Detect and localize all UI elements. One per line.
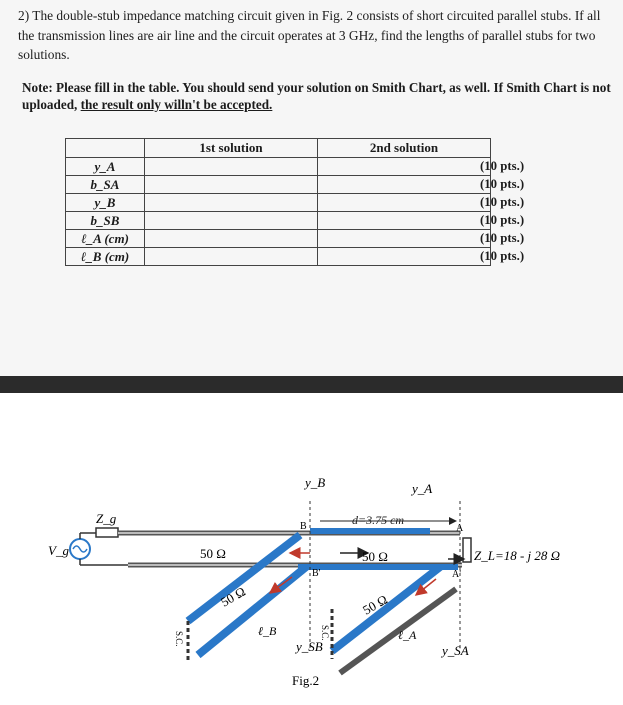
node-ap-label: A' [452, 569, 462, 580]
points-lb: (10 pts.) [480, 249, 525, 263]
points-ya: (10 pts.) [480, 159, 525, 173]
ysa-label: y_SA [442, 643, 469, 658]
answer-table [65, 138, 491, 266]
lb-label: ℓ_B [258, 624, 277, 638]
node-b-label: B [300, 521, 307, 532]
cell-bsa-2[interactable] [318, 176, 491, 194]
table-header-second: 2nd solution [318, 139, 491, 158]
cell-lb-1[interactable] [145, 248, 318, 266]
load-group [463, 538, 560, 563]
divider-band [0, 376, 623, 393]
table-row [66, 230, 491, 248]
points-yb: (10 pts.) [480, 195, 525, 209]
vg-label: V_g [48, 543, 69, 558]
row-label-bsb: b_SB [66, 212, 145, 230]
cell-ya-2[interactable] [318, 158, 491, 176]
row-label-yb: y_B [66, 194, 145, 212]
cell-la-1[interactable] [145, 230, 318, 248]
cell-yb-1[interactable] [145, 194, 318, 212]
table-row [66, 158, 491, 176]
zg-label: Z_g [96, 511, 117, 526]
cell-yb-2[interactable] [318, 194, 491, 212]
table-header-empty [66, 139, 145, 158]
cell-lb-2[interactable] [318, 248, 491, 266]
note-warning: the result only willn't be accepted. [80, 97, 273, 112]
ysb-label: y_SB [296, 639, 323, 654]
row-label-bsa: b_SA [66, 176, 145, 194]
figure-caption: Fig.2 [292, 673, 320, 688]
table-header-first: 1st solution [145, 139, 318, 158]
stub-a-sc-label: S.C. [320, 625, 330, 641]
sine-wave-icon [73, 546, 87, 552]
note-prefix: Note: Please fill in the table. You should send your solution on Smith Chart, as well. If Smith Chart is not uploaded, [22, 80, 611, 112]
stub-a [320, 567, 456, 673]
points-bsb: (10 pts.) [480, 213, 525, 227]
points-bsa: (10 pts.) [480, 177, 525, 191]
row-label-lb: ℓ_B (cm) [66, 248, 145, 266]
source-group [48, 511, 128, 565]
cell-la-2[interactable] [318, 230, 491, 248]
cell-bsa-1[interactable] [145, 176, 318, 194]
table-row [66, 194, 491, 212]
circuit-figure [0, 393, 623, 700]
node-a-label: A [456, 523, 464, 534]
load-label: Z_L=18 - j 28 Ω [474, 548, 561, 563]
stub-a-impedance: 50 Ω [360, 591, 390, 618]
circuit-diagram [0, 393, 623, 700]
distance-label: d=3.75 cm [352, 513, 405, 527]
points-column [480, 157, 524, 265]
stub-b-sc-label: S.C. [174, 631, 184, 647]
node-bp-label: B' [312, 568, 321, 579]
table-header-row [66, 139, 491, 158]
zg-resistor-icon [96, 528, 118, 537]
table-row [66, 176, 491, 194]
main-impedance-1: 50 Ω [200, 546, 226, 561]
load-resistor-icon [463, 538, 471, 562]
row-label-ya: y_A [66, 158, 145, 176]
points-la: (10 pts.) [480, 231, 525, 245]
note-text [22, 79, 612, 113]
ya-label: y_A [412, 481, 433, 496]
main-impedance-2: 50 Ω [362, 549, 388, 564]
cell-bsb-1[interactable] [145, 212, 318, 230]
table-row [66, 212, 491, 230]
cell-ya-1[interactable] [145, 158, 318, 176]
main-line [118, 531, 462, 567]
stub-b-impedance: 50 Ω [218, 583, 248, 610]
problem-statement: 2) The double-stub impedance matching circuit given in Fig. 2 consists of short circuited parallel stubs. If all the transmission lines are air line and the circuit operates at 3 GHz, find the lengths of parallel stubs for two solutions. [18, 8, 601, 62]
yb-label: y_B [305, 475, 326, 490]
row-label-la: ℓ_A (cm) [66, 230, 145, 248]
table-row [66, 248, 491, 266]
la-label: ℓ_A [398, 628, 417, 642]
cell-bsb-2[interactable] [318, 212, 491, 230]
